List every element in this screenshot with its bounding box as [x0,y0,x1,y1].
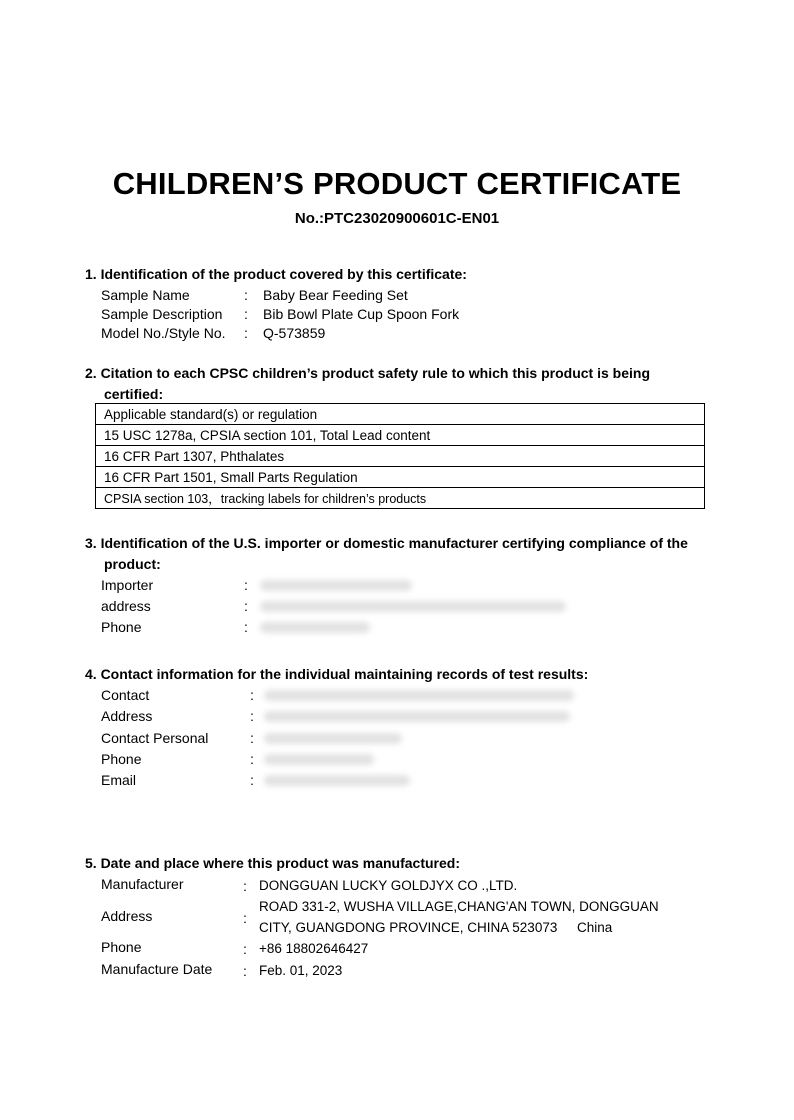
redacted-contact-address [264,711,570,722]
colon: : [244,598,248,614]
manufacturer-phone-value: +86 18802646427 [259,941,369,956]
section1-heading: 1. Identification of the product covered by this certificate: [85,266,467,282]
redacted-contact [264,690,574,701]
colon: : [244,619,248,635]
contact-phone-label: Phone [101,751,142,767]
colon: : [244,287,248,303]
redacted-contact-personal [264,733,402,744]
table-cell: CPSIA section 103，tracking labels for children’s products [96,488,705,509]
manufacture-date-label: Manufacture Date [101,961,213,977]
standards-table [95,403,705,509]
sample-name-label: Sample Name [101,287,190,303]
section5-heading: 5. Date and place where this product was manufactured: [85,855,460,871]
contact-personal-label: Contact Personal [101,730,209,746]
sample-name-value: Baby Bear Feeding Set [263,287,408,303]
manufacturer-address-line1: ROAD 331-2, WUSHA VILLAGE,CHANG'AN TOWN, DONGGUAN [259,899,659,914]
importer-label: Importer [101,577,154,593]
section2-heading: 2. Citation to each CPSC children’s product safety rule to which this product is being [85,365,650,381]
manufacturer-value: DONGGUAN LUCKY GOLDJYX CO .,LTD. [259,878,518,893]
table-cell: 16 CFR Part 1307, Phthalates [96,446,705,467]
colon: : [243,878,247,894]
manufacturer-label: Manufacturer [101,876,184,892]
colon: : [244,306,248,322]
colon: : [250,751,254,767]
section4-heading: 4. Contact information for the individual maintaining records of test results: [85,666,589,682]
redacted-importer [260,580,412,591]
colon: : [250,687,254,703]
section3-heading-cont: product: [104,556,161,572]
importer-address-label: address [101,598,151,614]
colon: : [243,963,247,979]
sample-description-label: Sample Description [101,306,223,322]
table-row [96,425,705,446]
table-row [96,446,705,467]
table-cell: 15 USC 1278a, CPSIA section 101, Total Lead content [96,425,705,446]
colon: : [250,772,254,788]
model-no-label: Model No./Style No. [101,325,226,341]
redacted-contact-phone [264,754,374,765]
colon: : [243,910,247,926]
redacted-importer-phone [260,622,370,633]
table-row [96,404,705,425]
manufacturer-address-line2: CITY, GUANGDONG PROVINCE, CHINA 523073 [259,920,558,935]
redacted-contact-email [264,775,410,786]
contact-email-label: Email [101,772,137,788]
section2-heading-cont: certified: [104,386,164,402]
section3-heading: 3. Identification of the U.S. importer or domestic manufacturer certifying compliance of the [85,535,688,551]
certificate-number: No.:PTC23020900601C-EN01 [294,210,500,227]
colon: : [244,577,248,593]
table-row [96,467,705,488]
table-cell: Applicable standard(s) or regulation [96,404,705,425]
colon: : [250,730,254,746]
manufacture-date-value: Feb. 01, 2023 [259,963,343,978]
table-row [96,488,705,509]
redacted-importer-address [260,601,566,612]
table-cell: 16 CFR Part 1501, Small Parts Regulation [96,467,705,488]
model-no-value: Q-573859 [263,325,326,341]
manufacturer-address-label: Address [101,908,153,924]
sample-description-value: Bib Bowl Plate Cup Spoon Fork [263,306,460,322]
colon: : [250,708,254,724]
importer-phone-label: Phone [101,619,142,635]
manufacturer-country: China [577,920,613,935]
page-title: CHILDREN’S PRODUCT CERTIFICATE [112,166,682,201]
contact-label: Contact [101,687,150,703]
manufacturer-phone-label: Phone [101,939,142,955]
contact-address-label: Address [101,708,153,724]
colon: : [244,325,248,341]
colon: : [243,941,247,957]
